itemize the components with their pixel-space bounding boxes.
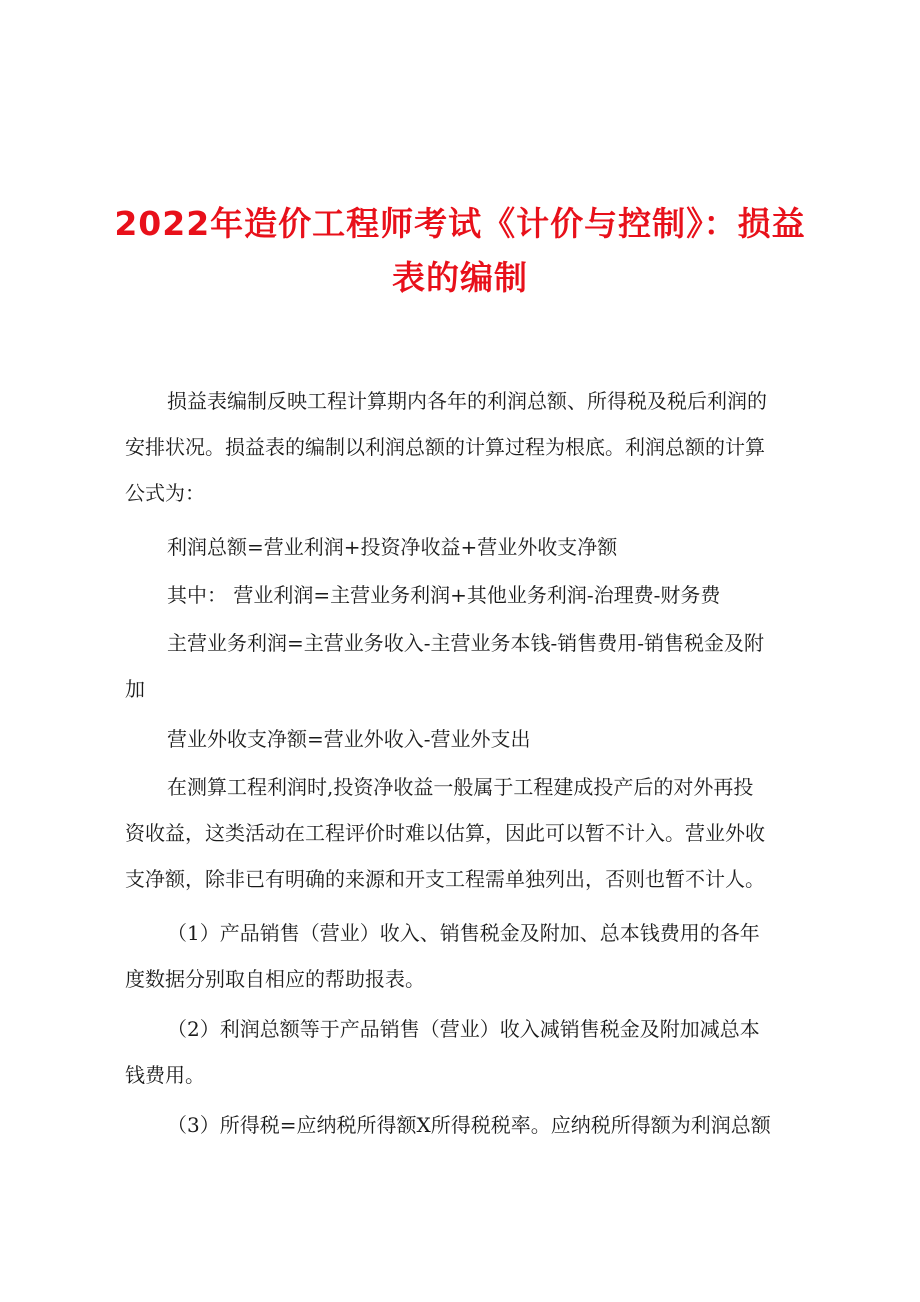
text-line: 度数据分别取自相应的帮助报表。 xyxy=(125,967,425,991)
paragraph-profit-estimation-note xyxy=(125,764,825,902)
text-line: 资收益，这类活动在工程评价时难以估算，因此可以暂不计入。营业外收 xyxy=(125,821,765,845)
text-line: 利润总额=营业利润+投资净收益+营业外收支净额 xyxy=(167,535,618,559)
text-line: 公式为： xyxy=(125,481,205,505)
text-line: 营业外收支净额=营业外收入-营业外支出 xyxy=(167,727,531,751)
paragraph-non-operating-net-formula xyxy=(125,716,825,762)
text-line: （1）产品销售（营业）收入、销售税金及附加、总本钱费用的各年 xyxy=(167,921,760,945)
text-line: 支净额，除非已有明确的来源和开支工程需单独列出，否则也暂不计人。 xyxy=(125,867,765,891)
text-line: 加 xyxy=(125,677,145,701)
text-line: （3）所得税=应纳税所得额X所得税税率。应纳税所得额为利润总额 xyxy=(167,1113,771,1137)
paragraph-operating-profit-formula xyxy=(125,572,825,618)
paragraph-total-profit-formula xyxy=(125,524,825,570)
document-title-line-1: 2022年造价工程师考试《计价与控制》：损益 xyxy=(114,204,806,243)
paragraph-main-business-profit-formula xyxy=(125,620,825,712)
paragraph-item-2 xyxy=(125,1006,825,1098)
text-line: 在测算工程利润时,投资净收益一般属于工程建成投产后的对外再投 xyxy=(167,775,754,799)
text-line: 主营业务利润=主营业务收入-主营业务本钱-销售费用-销售税金及附 xyxy=(167,631,765,655)
text-line: 其中： 营业利润=主营业务利润+其他业务利润-治理费-财务费 xyxy=(167,583,721,607)
text-line: 安排状况。损益表的编制以利润总额的计算过程为根底。利润总额的计算 xyxy=(125,435,765,459)
document-title-line-2: 表的编制 xyxy=(392,258,528,297)
paragraph-item-1 xyxy=(125,910,825,1002)
text-line: （2）利润总额等于产品销售（营业）收入减销售税金及附加减总本 xyxy=(167,1017,760,1041)
text-line: 损益表编制反映工程计算期内各年的利润总额、所得税及税后利润的 xyxy=(167,389,767,413)
text-line: 钱费用。 xyxy=(125,1063,205,1087)
paragraph-income-statement-intro xyxy=(125,378,825,516)
paragraph-item-3 xyxy=(125,1102,825,1148)
